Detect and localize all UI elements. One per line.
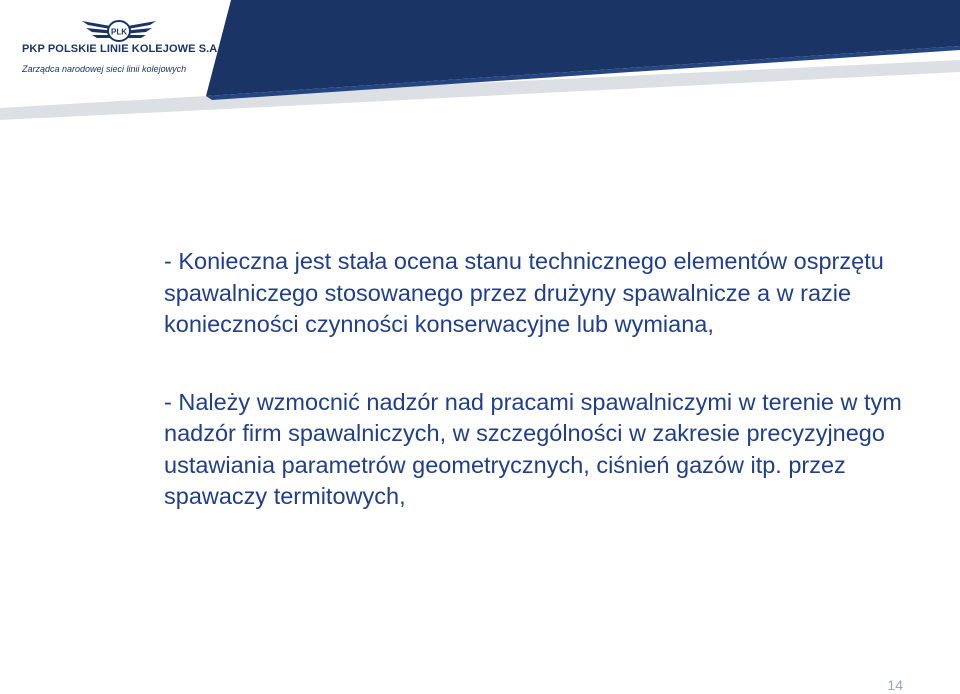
- paragraph-equipment-inspection: - Konieczna jest stała ocena stanu technicznego elementów osprzętu spawalniczego stosowanego przez drużyny spawalnicze a w razie konieczności czynności konserwacyjne lub wymiana,: [164, 248, 884, 337]
- company-tagline: Zarządca narodowej sieci linii kolejowych: [22, 64, 187, 74]
- paragraph-supervision: - Należy wzmocnić nadzór nad pracami spawalniczymi w terenie w tym nadzór firm spawalniczych, w szczególności w zakresie precyzyjnego ustawiania parametrów geometrycznych, ciśnień gazów itp. przez spawaczy termitowych,: [164, 388, 902, 509]
- company-name: PKP POLSKIE LINIE KOLEJOWE S.A.: [22, 43, 221, 55]
- company-logo: [22, 18, 221, 78]
- slide-content: [164, 246, 904, 513]
- page-number: 14: [887, 677, 903, 693]
- emblem-text: PLK: [111, 27, 127, 37]
